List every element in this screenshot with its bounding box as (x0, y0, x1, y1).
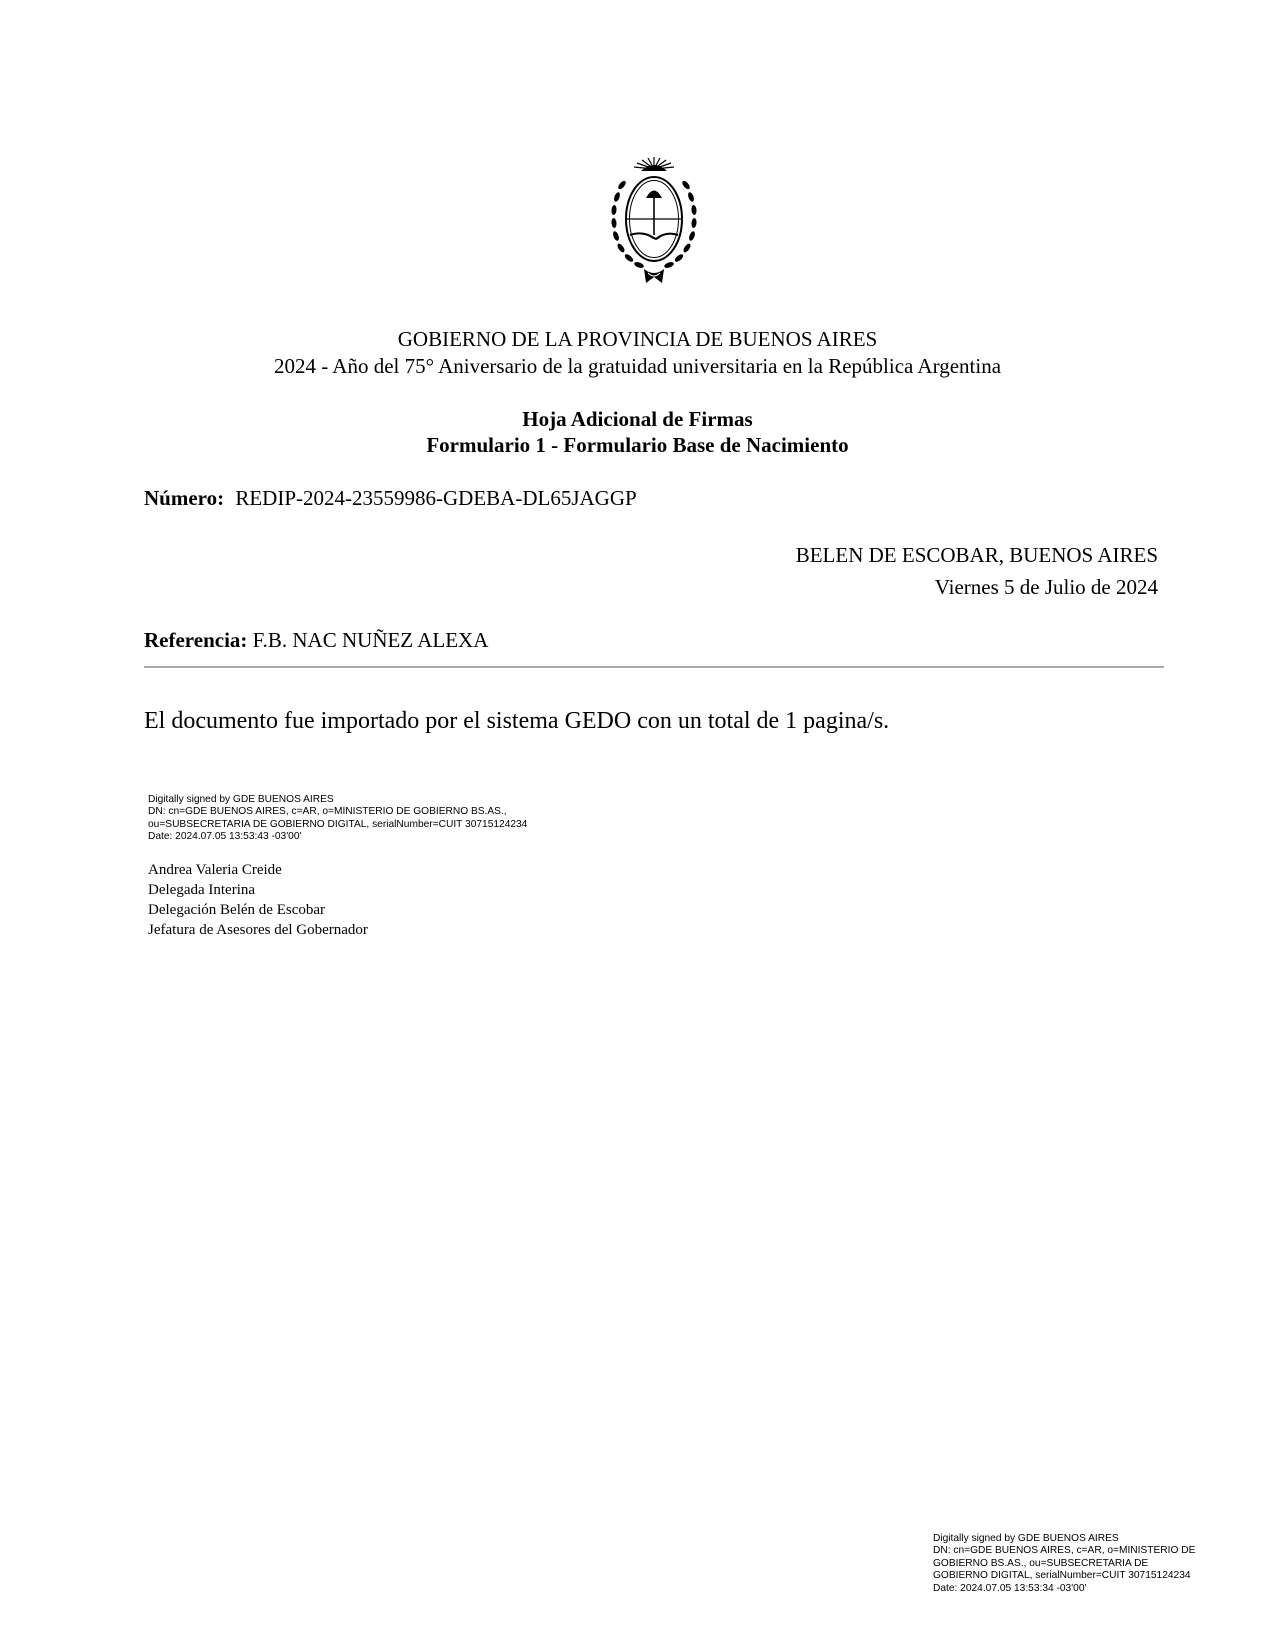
year-motto: 2024 - Año del 75° Aniversario de la gratuidad universitaria en la República Argentina (273, 354, 1002, 378)
signature-line: DN: cn=GDE BUENOS AIRES, c=AR, o=MINISTERIO DE GOBIERNO BS.AS., (148, 806, 507, 818)
numero-label: Número: (144, 486, 225, 510)
signer-name: Andrea Valeria Creide (148, 862, 282, 878)
signer-position: Delegada Interina (148, 882, 256, 898)
signer-department: Jefatura de Asesores del Gobernador (148, 922, 368, 938)
referencia-value: F.B. NAC NUÑEZ ALEXA (252, 628, 489, 652)
signer-office: Delegación Belén de Escobar (148, 902, 326, 918)
place: BELEN DE ESCOBAR, BUENOS AIRES (795, 543, 1158, 567)
numero-row (144, 486, 637, 511)
referencia-row (144, 628, 488, 653)
government-title: GOBIERNO DE LA PROVINCIA DE BUENOS AIRES (397, 327, 878, 351)
signature-line: Digitally signed by GDE BUENOS AIRES (148, 794, 334, 805)
digital-signature-block (148, 794, 527, 844)
signature-line: Date: 2024.07.05 13:53:34 -03'00' (933, 1582, 1087, 1594)
document-title: Hoja Adicional de Firmas (522, 407, 753, 431)
digital-signature-block-footer (933, 1533, 1195, 1595)
signature-line: GOBIERNO BS.AS., ou=SUBSECRETARIA DE (933, 1557, 1149, 1569)
argentina-coat-of-arms-icon (608, 155, 700, 291)
signature-line: GOBIERNO DIGITAL, serialNumber=CUIT 30715124234 (933, 1570, 1191, 1582)
referencia-label: Referencia: (144, 628, 248, 652)
numero-value: REDIP-2024-23559986-GDEBA-DL65JAGGP (235, 486, 637, 510)
signer-block (148, 860, 368, 940)
divider (144, 666, 1164, 668)
signature-line: Date: 2024.07.05 13:53:43 -03'00' (148, 831, 302, 843)
signature-line: DN: cn=GDE BUENOS AIRES, c=AR, o=MINISTERIO DE (933, 1545, 1196, 1557)
date: Viernes 5 de Julio de 2024 (934, 575, 1158, 599)
signature-line: ou=SUBSECRETARIA DE GOBIERNO DIGITAL, serialNumber=CUIT 30715124234 (148, 818, 528, 830)
body-text: El documento fue importado por el sistema GEDO con un total de 1 pagina/s. (144, 708, 890, 734)
signature-line: Digitally signed by GDE BUENOS AIRES (933, 1533, 1119, 1544)
document-subtitle: Formulario 1 - Formulario Base de Nacimiento (426, 433, 849, 457)
